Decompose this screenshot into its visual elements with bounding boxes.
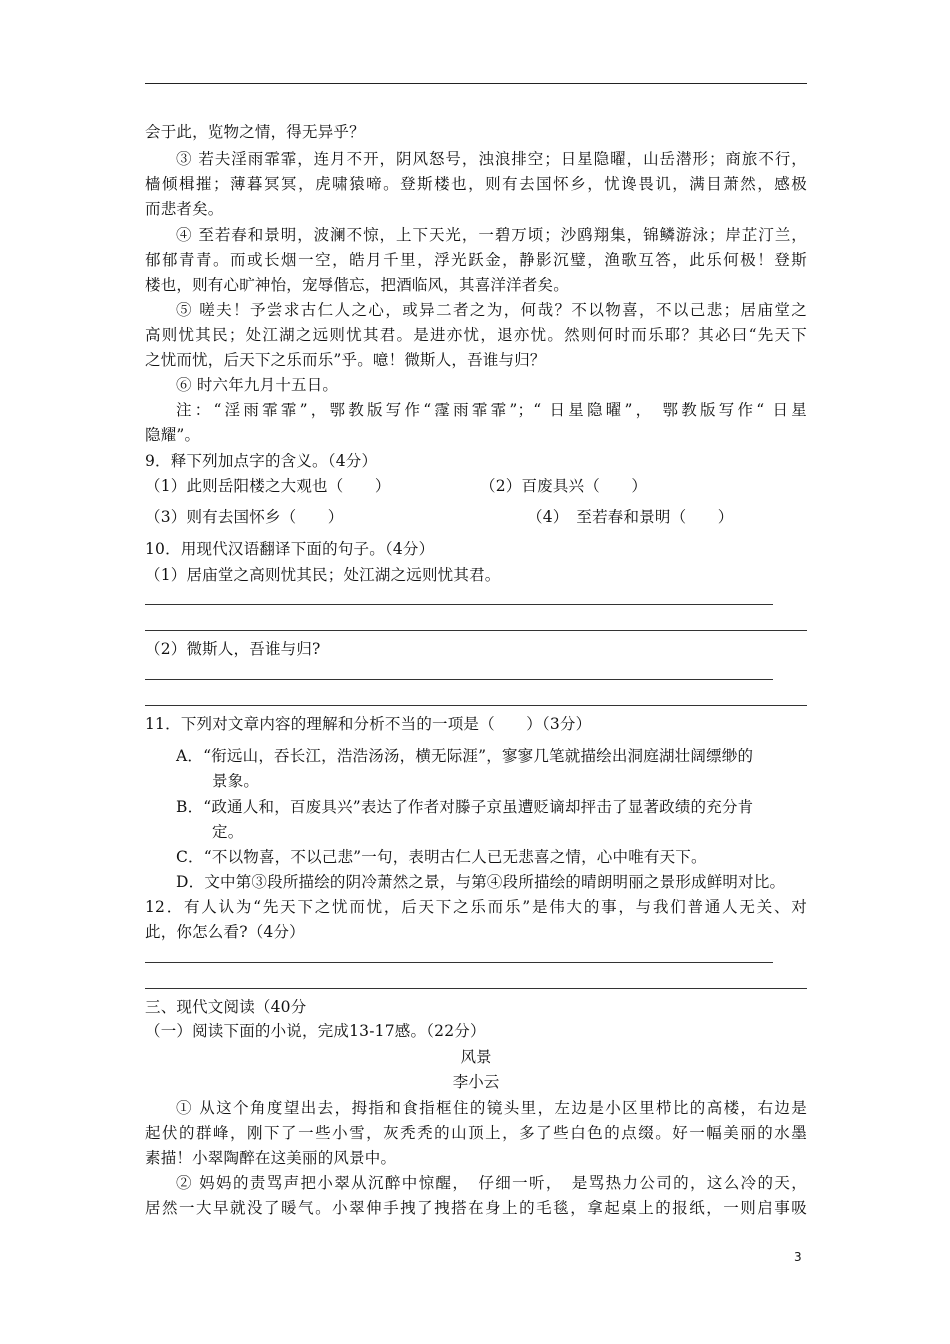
q10-stem: 10．用现代汉语翻译下面的句子。（4分） — [145, 540, 435, 558]
passage-note-line2: 隐耀”。 — [145, 426, 201, 444]
answer-line — [145, 604, 773, 605]
answer-line — [145, 679, 773, 680]
q12-stem-line1: 12．有人认为“先天下之忧而忧，后天下之乐而乐”是伟大的事，与我们普通人无关、对 — [145, 898, 807, 916]
passage-para-5-line3: 之忧而忧，后天下之乐而乐”乎。噫！微斯人，吾谁与归？ — [145, 351, 546, 369]
story-para-1-line2: 起伏的群峰，刚下了一些小雪，灰秃秃的山顶上，多了些白色的点缀。好一幅美丽的水墨 — [145, 1124, 807, 1142]
passage-line: 会于此，览物之情，得无异乎？ — [145, 123, 365, 141]
q11-option-a-line2: 景象。 — [212, 772, 260, 790]
header-rule — [145, 83, 807, 84]
section-heading: 三、现代文阅读（40分 — [145, 998, 307, 1016]
story-para-2-line1: ② 妈妈的责骂声把小翠从沉醉中惊醒， 仔细一听， 是骂热力公司的，这么冷的天， — [176, 1174, 807, 1192]
q11-option-a-line1: A．“衔远山，吞长江，浩浩汤汤，横无际涯”，寥寥几笔就描绘出洞庭湖壮阔缥缈的 — [176, 747, 754, 765]
q11-option-b-line1: B．“政通人和，百废具兴”表达了作者对滕子京虽遭贬谪却抨击了显著政绩的充分肯 — [176, 798, 754, 816]
passage-note-line1: 注：“淫雨霏霏”，鄂教版写作“霪雨霏霏”；“ 日星隐曜”， 鄂教版写作“ 日星 — [176, 401, 807, 419]
story-author: 李小云 — [452, 1073, 500, 1091]
answer-line — [145, 630, 807, 631]
q9-item-1: （1）此则岳阳楼之大观也（ ） — [145, 477, 391, 495]
q11-stem: 11．下列对文章内容的理解和分析不当的一项是（ ）（3分） — [145, 715, 592, 733]
section-subheading: （一）阅读下面的小说，完成13-17感。（22分） — [145, 1022, 486, 1040]
passage-para-5-line2: 高则忧其民；处江湖之远则忧其君。是进亦忧，退亦忧。然则何时而乐耶？其必曰“先天下 — [145, 326, 807, 344]
answer-line — [145, 988, 807, 989]
q10-sentence-2: （2）微斯人，吾谁与归? — [145, 640, 321, 658]
q9-item-2: （2）百废具兴（ ） — [480, 477, 648, 495]
q10-sentence-1: （1）居庙堂之高则忧其民；处江湖之远则忧其君。 — [145, 566, 501, 584]
passage-para-4-line2: 郁郁青青。而或长烟一空，皓月千里，浮光跃金，静影沉璧，渔歌互答，此乐何极！登斯 — [145, 251, 807, 269]
q9-item-4: （4） 至若春和景明（ ） — [527, 508, 734, 526]
passage-para-3-line1: ③ 若夫淫雨霏霏，连月不开，阴风怒号，浊浪排空；日星隐曜，山岳潜形；商旅不行， — [176, 150, 807, 168]
q9-stem: 9．释下列加点字的含义。（4分） — [145, 452, 378, 470]
q9-item-3: （3）则有去国怀乡（ ） — [145, 508, 344, 526]
passage-para-3-line3: 而悲者矣。 — [145, 200, 224, 218]
story-para-1-line1: ① 从这个角度望出去，拇指和食指框住的镜头里，左边是小区里栉比的高楼，右边是 — [176, 1099, 807, 1117]
passage-para-5-line1: ⑤ 嗟夫！予尝求古仁人之心，或异二者之为，何哉？不以物喜，不以己悲；居庙堂之 — [176, 301, 807, 319]
story-title: 风景 — [460, 1048, 492, 1066]
q11-option-d: D．文中第③段所描绘的阴冷萧然之景，与第④段所描绘的晴朗明丽之景形成鲜明对比。 — [176, 873, 786, 891]
answer-line — [145, 705, 807, 706]
passage-para-6: ⑥ 时六年九月十五日。 — [176, 376, 339, 394]
story-para-2-line2: 居然一大早就没了暖气。小翠伸手拽了拽搭在身上的毛毯，拿起桌上的报纸，一则启事吸 — [145, 1199, 807, 1217]
answer-line — [145, 962, 773, 963]
q12-stem-line2: 此，你怎么看?（4分） — [145, 923, 305, 941]
q11-option-b-line2: 定。 — [212, 823, 244, 841]
story-para-1-line3: 素描！小翠陶醉在这美丽的风景中。 — [145, 1149, 397, 1167]
passage-para-4-line3: 楼也，则有心旷神怡，宠辱偕忘，把酒临风，其喜洋洋者矣。 — [145, 276, 569, 294]
q11-option-c: C．“不以物喜，不以己悲”一句，表明古仁人已无悲喜之情，心中唯有天下。 — [176, 848, 707, 866]
page-number: 3 — [794, 1250, 802, 1264]
passage-para-3-line2: 樯倾楫摧；薄暮冥冥，虎啸猿啼。登斯楼也，则有去国怀乡，忧谗畏讥，满目萧然，感极 — [145, 175, 807, 193]
passage-para-4-line1: ④ 至若春和景明，波澜不惊，上下天光，一碧万顷；沙鸥翔集，锦鳞游泳；岸芷汀兰， — [176, 226, 807, 244]
